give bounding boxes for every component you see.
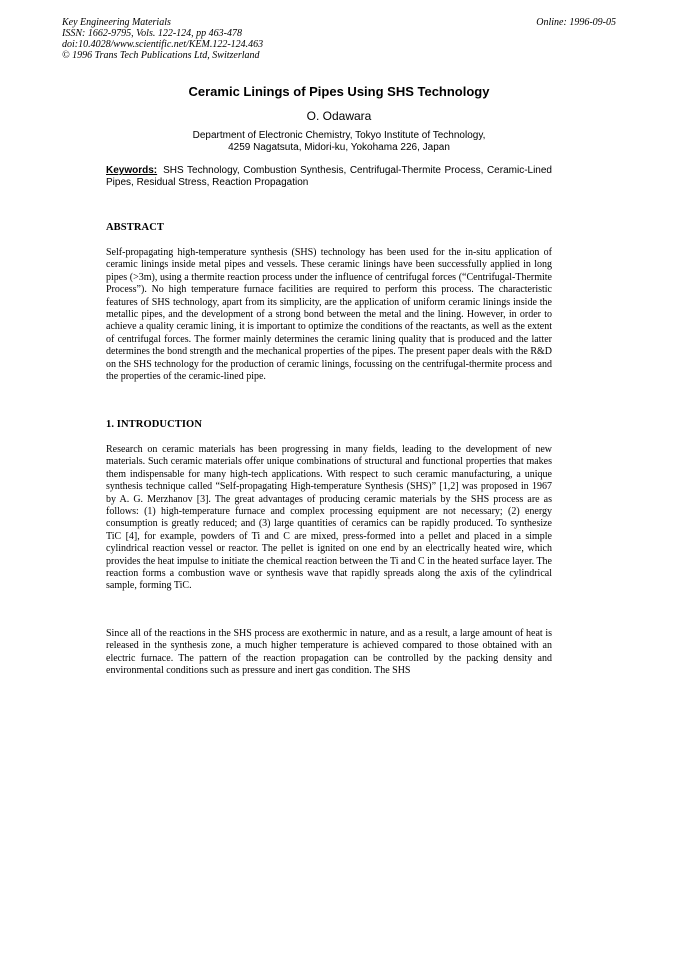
affiliation-line-2: 4259 Nagatsuta, Midori-ku, Yokohama 226, Japan xyxy=(228,142,450,153)
abstract-text: Self-propagating high-temperature synthesis (SHS) technology has been used for the in-situ application of ceramic linings inside metal pipes and vessels. These ceramic linings have been successfully applied in long pipes (>3m), using a thermite reaction process under the influence of centrifugal forces (“Centrifugal-Thermite Process”). No high temperature furnace facilities are required to perform this process. The characteristic features of SHS technology, apart from its simplicity, are the application of uniform ceramic linings inside the metallic pipes, and the development of a strong bond between the metal and the lining. However, in order to achieve a quality ceramic lining, it is important to optimize the conditions of the reactants, as well as the extent of centrifugal forces. The former mainly determines the ceramic lining quality that is produced and the latter determines the bond strength and the mechanical properties of the pipes. The present paper deals with the R&D on the SHS technology for the production of ceramic linings, focussing on the centrifugal-thermite process and the properties of the ceramic-lined pipe. xyxy=(106,247,552,383)
abstract-heading: ABSTRACT xyxy=(106,222,164,233)
introduction-heading: 1. INTRODUCTION xyxy=(106,419,203,430)
issn-line: ISSN: 1662-9795, Vols. 122-124, pp 463-478 xyxy=(62,28,242,39)
author-name: O. Odawara xyxy=(306,109,372,123)
online-date: Online: 1996-09-05 xyxy=(536,17,616,28)
affiliation xyxy=(0,130,678,154)
introduction-paragraph-2: Since all of the reactions in the SHS process are exothermic in nature, and as a result, a large amount of heat is released in the synthesis zone, a much higher temperature is achieved compared to those obtained with an electric furnace. The pattern of the reaction propagation can be controlled by the packing density and environmental conditions such as pressure and inert gas condition. The SHS xyxy=(106,628,552,677)
introduction-paragraph-1: Research on ceramic materials has been progressing in many fields, leading to the development of new materials. Such ceramic materials offer unique combinations of structural and functional properties that makes them indispensable for many high-tech applications. With respect to such ceramic manufacturing, a unique synthesis technique called “Self-propagating High-temperature Synthesis (SHS)” [1,2] was proposed in 1967 by A. G. Merzhanov [3]. The great advantages of producing ceramic materials by the SHS process are as follows: (1) high-temperature furnace and complex processing equipment are not necessary; (2) energy consumption is greatly reduced; and (3) large quantities of ceramics can be rapidly produced. To synthesize TiC [4], for example, powders of Ti and C are mixed, press-formed into a pellet and placed in a simple cylindrical reaction vessel or reactor. The pellet is ignited on one end by an electrically heated wire, which provides the heat impulse to initiate the chemical reaction between the Ti and C in the heated surface layer. The reaction forms a combustion wave or synthesis wave that rapidly spreads along the axis of the cylindrical sample, forming TiC. xyxy=(106,444,552,592)
doi-line: doi:10.4028/www.scientific.net/KEM.122-124.463 xyxy=(62,39,264,50)
keywords-text: SHS Technology, Combustion Synthesis, Centrifugal-Thermite Process, Ceramic-Lined Pipes, Residual Stress, Reaction Propagation xyxy=(106,165,552,188)
keywords-label: Keywords: xyxy=(106,165,158,176)
journal-name: Key Engineering Materials xyxy=(62,17,171,28)
copyright-line: © 1996 Trans Tech Publications Ltd, Switzerland xyxy=(62,50,260,61)
paper-title: Ceramic Linings of Pipes Using SHS Technology xyxy=(188,84,490,99)
publication-info xyxy=(62,17,263,61)
affiliation-line-1: Department of Electronic Chemistry, Tokyo Institute of Technology, xyxy=(192,130,486,141)
keywords xyxy=(106,165,552,189)
